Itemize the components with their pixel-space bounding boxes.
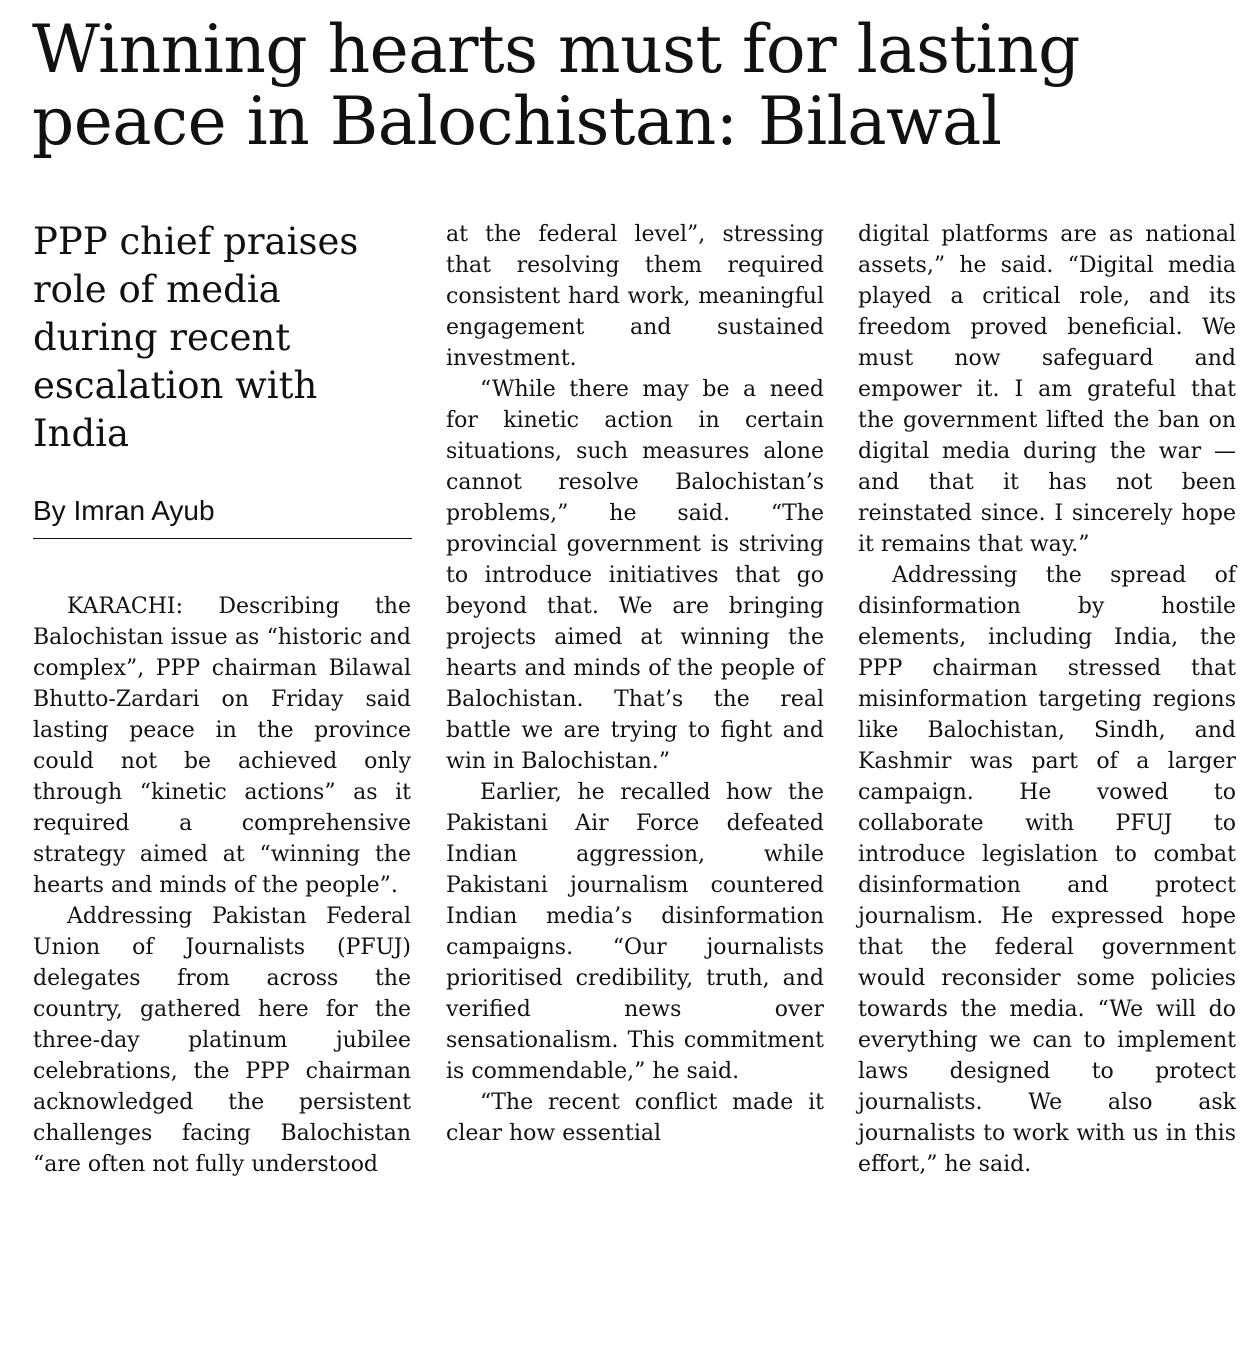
article-paragraph: at the federal level”, stressing that resolving them required consistent hard work, meaningful engagement and sustained investment. bbox=[446, 222, 824, 371]
article-column-1 bbox=[33, 591, 411, 1180]
article-paragraph: “While there may be a need for kinetic action in certain situations, such measures alone cannot resolve Balochistan’s problems,” he said. “The provincial government is striving to introduce initiatives that go beyond that. We are bringing projects aimed at winning the hearts and minds of the people of Balochistan. That’s the real battle we are trying to fight and win in Balochistan.” bbox=[446, 377, 824, 774]
article-column-2 bbox=[446, 219, 824, 1149]
byline: By Imran Ayub bbox=[33, 495, 215, 526]
article-paragraph: Addressing the spread of disinformation by hostile elements, including India, the PPP chairman stressed that misinformation targeting regions like Balochistan, Sindh, and Kashmir was part of a larger campaign. He vowed to collaborate with PFUJ to introduce legislation to combat disinformation and protect journalism. He expressed hope that the federal government would reconsider some policies towards the media. “We will do everything we can to implement laws designed to protect journalists. We also ask journalists to work with us in this effort,” he said. bbox=[858, 563, 1236, 1177]
article-paragraph: Earlier, he recalled how the Pakistani Air Force defeated Indian aggression, while Pakistani journalism countered Indian media’s disinformation campaigns. “Our journalists prioritised credibility, truth, and verified news over sensationalism. This commitment is commendable,” he said. bbox=[446, 780, 824, 1084]
byline-divider bbox=[33, 538, 412, 539]
article-paragraph: digital platforms are as national assets,” he said. “Digital media played a critical role, and its freedom proved beneficial. We must now safeguard and empower it. I am grateful that the government lifted the ban on digital media during the war — and that it has not been reinstated since. I sincerely hope it remains that way.” bbox=[858, 222, 1236, 557]
article-column-3 bbox=[858, 219, 1236, 1180]
headline: Winning hearts must for lasting peace in Balochistan: Bilawal bbox=[32, 11, 1080, 160]
article-paragraph: “The recent conflict made it clear how essential bbox=[446, 1090, 824, 1146]
subheadline-deck: PPP chief praises role of media during recent escalation with India bbox=[33, 220, 359, 455]
article-paragraph: KARACHI: Describing the Balochistan issue as “historic and complex”, PPP chairman Bilawal Bhutto-Zardari on Friday said lasting peace in the province could not be achieved only through “kinetic actions” as it required a comprehensive strategy aimed at “winning the hearts and minds of the people”. bbox=[33, 594, 411, 898]
article-paragraph: Addressing Pakistan Federal Union of Journalists (PFUJ) delegates from across the country, gathered here for the three-day platinum jubilee celebrations, the PPP chairman acknowledged the persistent challenges facing Balochistan “are often not fully understood bbox=[33, 904, 411, 1177]
